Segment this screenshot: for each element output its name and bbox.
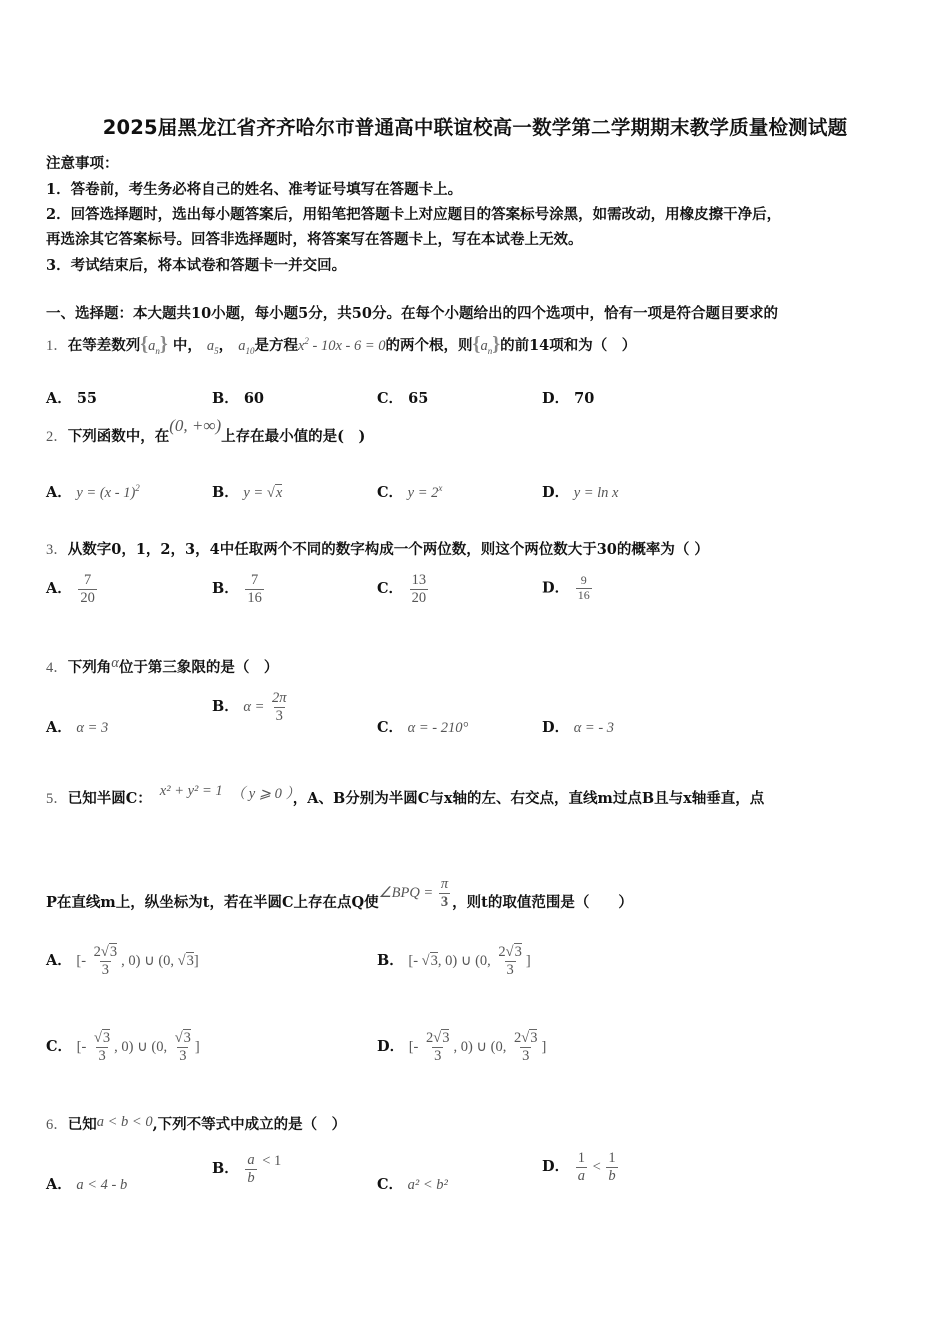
question-4: 4．下列角α位于第三象限的是（ ） <box>46 655 279 676</box>
question-2: 2．下列函数中，在(0, +∞)上存在最小值的是( ) <box>46 416 366 445</box>
question-1: 1．在等差数列$\{a_n\}$ 中， $a_5$， $a_{10}$是方程$x^2 - 10x - 6 = 0$的两个根，则$\{a_n\}$的前14项和为（ ） <box>46 333 637 356</box>
q6-option-d[interactable]: D． $\frac{1}{a}$ < $\frac{1}{b}$ <box>542 1150 616 1184</box>
section-heading: 一、选择题：本大题共10小题，每小题5分，共50分。在每个小题给出的四个选项中，恰有一项是符合题目要求的 <box>46 305 778 322</box>
question-6: 6．已知a < b < 0,下列不等式中成立的是（ ） <box>46 1114 347 1133</box>
q6-option-a[interactable]: A． a < 4 - b <box>46 1176 128 1193</box>
notice-heading: 注意事项： <box>46 155 119 172</box>
page-title: 2025届黑龙江省齐齐哈尔市普通高中联谊校高一数学第二学期期末教学质量检测试题 <box>102 116 848 139</box>
q5-option-c[interactable]: C． [- $\frac{√3}{3}$ , 0) ∪ (0, $\frac{√3}{3}$ ] <box>46 1030 200 1064</box>
question-5-line-2: P在直线m上，纵坐标为t，若在半圆C上存在点Q使∠BPQ = $\frac{\pi}{3}$ ，则t的取值范围是（ ） <box>46 876 633 912</box>
q1-option-a[interactable]: A． 55 <box>46 390 98 407</box>
q1-option-d[interactable]: D． 70 <box>542 390 595 407</box>
question-3: 3．从数字0，1，2，3，4中任取两个不同的数字构成一个两位数，则这个两位数大于30的概率为（ ） <box>46 541 709 558</box>
q5-option-a[interactable]: A． [- $\frac{2√3}{3}$ , 0) ∪ (0, √3] <box>46 944 199 978</box>
notice-item-3: 3．考试结束后，将本试卷和答题卡一并交回。 <box>46 257 347 274</box>
q3-option-b[interactable]: B． $\frac{7}{16}$ <box>212 572 262 606</box>
notice-item-2-cont: 再选涂其它答案标号。回答非选择题时，将答案写在答题卡上，写在本试卷上无效。 <box>46 231 583 248</box>
question-5-line-1: 5．已知半圆C： x² + y² = 1 （ y ⩾ 0 ），A、B分别为半圆C与x轴的左、右交点，直线m过点B且与x轴垂直，点 <box>46 783 765 807</box>
q4-option-b[interactable]: B． α = $\frac{2\pi}{3}$ <box>212 690 287 724</box>
q2-option-c[interactable]: C． $y = 2^x$ <box>377 483 443 501</box>
q2-option-a[interactable]: A． y = (x - 1)$^2$ <box>46 483 140 501</box>
q3-option-d[interactable]: D． $\frac{9}{16}$ <box>542 573 590 602</box>
q2-option-b[interactable]: B． y = √x <box>212 484 283 501</box>
q1-option-b[interactable]: B． 60 <box>212 390 265 407</box>
q2-option-d[interactable]: D． y = ln x <box>542 484 619 501</box>
q3-option-c[interactable]: C． $\frac{13}{20}$ <box>377 572 427 606</box>
notice-item-1: 1．答卷前，考生务必将自己的姓名、准考证号填写在答题卡上。 <box>46 181 463 198</box>
q6-option-c[interactable]: C． a² < b² <box>377 1176 448 1193</box>
q5-option-b[interactable]: B． [- √3, 0) ∪ (0, $\frac{2√3}{3}$ ] <box>377 944 531 978</box>
q3-option-a[interactable]: A． $\frac{7}{20}$ <box>46 572 95 606</box>
q5-option-d[interactable]: D． [- $\frac{2√3}{3}$ , 0) ∪ (0, $\frac{2√3}{3}$ ] <box>377 1030 547 1064</box>
notice-item-2: 2．回答选择题时，选出每小题答案后，用铅笔把答题卡上对应题目的答案标号涂黑，如需改动，用橡皮擦干净后， <box>46 206 782 223</box>
q4-option-d[interactable]: D． α = - 3 <box>542 719 615 736</box>
q1-option-c[interactable]: C． 65 <box>377 390 429 407</box>
q6-option-b[interactable]: B． $\frac{a}{b}$ < 1 <box>212 1152 282 1186</box>
q4-option-a[interactable]: A． α = 3 <box>46 719 109 736</box>
q4-option-c[interactable]: C． α = - 210° <box>377 719 469 736</box>
